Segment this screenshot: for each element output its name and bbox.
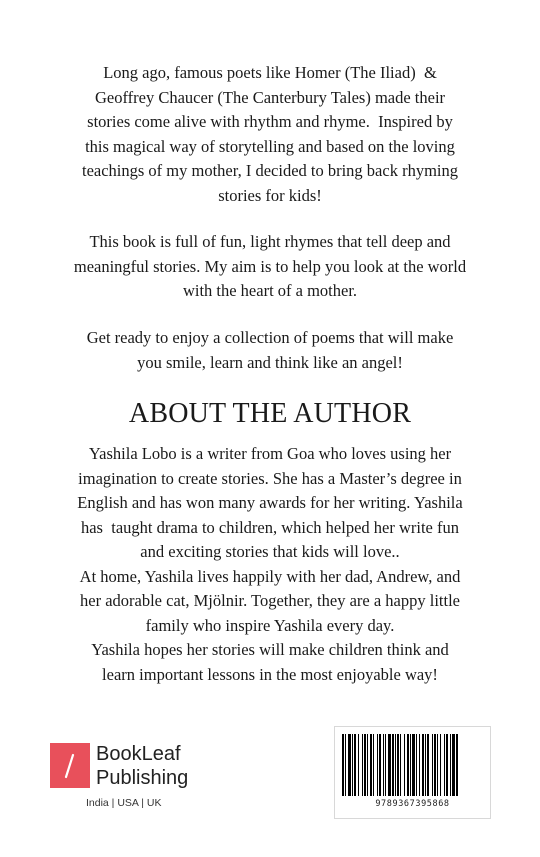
text-line: family who inspire Yashila every day.: [145, 615, 395, 635]
text-line: Geoffrey Chaucer (The Canterbury Tales) made their: [94, 87, 446, 107]
text-line: Get ready to enjoy a collection of poems that will make: [86, 328, 454, 347]
text-line: imagination to create stories. She has a Master’s degree in: [78, 468, 462, 488]
text-line: Long ago, famous poets like Homer (The Iliad) &: [103, 63, 437, 82]
publisher-regions: India | USA | UK: [86, 797, 162, 809]
text-line: stories for kids!: [218, 185, 322, 205]
text-line: Yashila hopes her stories will make children think and: [91, 640, 449, 659]
intro-paragraph-3: [40, 326, 500, 375]
about-author-heading: ABOUT THE AUTHOR: [128, 398, 412, 429]
text-line: you smile, learn and think like an angel!: [137, 352, 403, 372]
text-line: teachings of my mother, I decided to bring back rhyming: [82, 161, 458, 180]
publisher-logo: [50, 743, 210, 815]
isbn-barcode: [334, 726, 491, 819]
text-line: English and has won many awards for her writing. Yashila: [77, 493, 463, 512]
text-line: has taught drama to children, which helped her write fun: [80, 517, 459, 537]
publisher-name-line-2: Publishing: [96, 767, 189, 789]
intro-paragraph-2: [40, 230, 500, 304]
intro-paragraph-1: [40, 61, 500, 208]
author-bio: [40, 442, 500, 687]
isbn-number: 9789367395868: [375, 799, 450, 809]
text-line: Yashila Lobo is a writer from Goa who loves using her: [88, 444, 452, 463]
barcode-bars-icon: [342, 734, 483, 796]
slash-logo-icon: [50, 743, 90, 788]
text-line: with the heart of a mother.: [182, 281, 358, 300]
text-line: and exciting stories that kids will love..: [140, 542, 400, 561]
text-line: learn important lessons in the most enjoyable way!: [102, 664, 438, 684]
text-line: At home, Yashila lives happily with her dad, Andrew, and: [79, 566, 461, 586]
text-line: stories come alive with rhythm and rhyme. Inspired by: [87, 112, 453, 131]
publisher-name-line-1: BookLeaf: [96, 743, 181, 765]
text-line: her adorable cat, Mjölnir. Together, they are a happy little: [80, 591, 460, 610]
text-line: meaningful stories. My aim is to help you look at the world: [73, 256, 467, 276]
text-line: This book is full of fun, light rhymes that tell deep and: [89, 232, 451, 251]
text-line: this magical way of storytelling and based on the loving: [85, 136, 455, 156]
